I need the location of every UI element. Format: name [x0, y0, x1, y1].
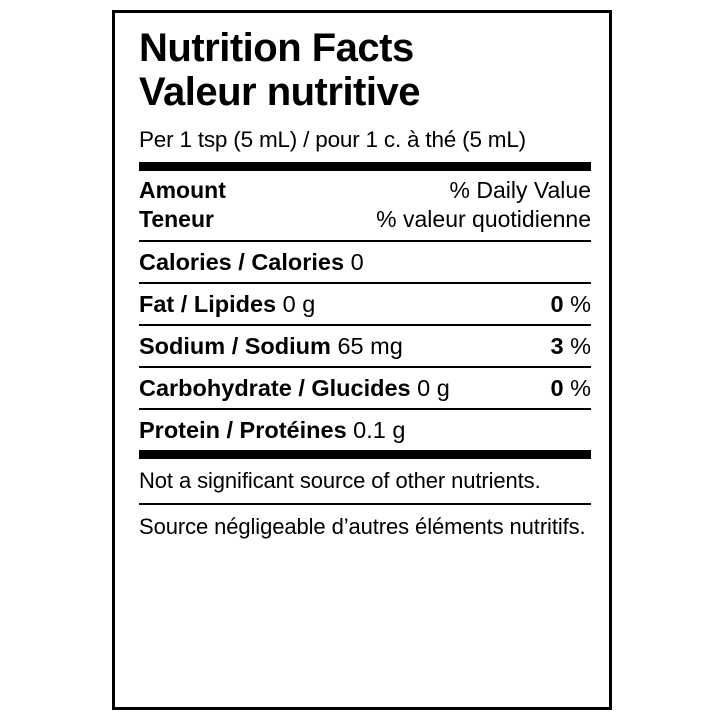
footnote-french: Source négligeable d’autres éléments nutritifs.: [139, 513, 586, 539]
nutrient-name-value: [139, 291, 315, 318]
divider-thick-top: [139, 162, 591, 171]
nutrient-name: Sodium / Sodium: [139, 332, 331, 359]
header-row-french: [139, 204, 591, 240]
title-english: Nutrition Facts: [139, 26, 414, 70]
nutrient-value: 0: [350, 248, 364, 275]
nutrient-daily-value: 0 %: [550, 374, 591, 401]
amount-label-french: Teneur: [139, 205, 214, 232]
nutrient-daily-value: 3 %: [550, 332, 591, 359]
table-row: [139, 284, 591, 324]
nutrient-value: 0 g: [282, 290, 316, 317]
serving-size: Per 1 tsp (5 mL) / pour 1 c. à thé (5 mL): [139, 126, 526, 152]
nutrient-name: Fat / Lipides: [139, 290, 277, 317]
amount-label-english: Amount: [139, 176, 226, 203]
nutrition-facts-content: [139, 27, 591, 541]
daily-value-label-english: % Daily Value: [449, 176, 591, 203]
daily-value-label-french: % valeur quotidienne: [376, 205, 591, 232]
nutrient-value: 0.1 g: [353, 416, 406, 443]
nutrient-name-value: [139, 249, 364, 276]
nutrient-daily-value: 0 %: [550, 290, 591, 317]
nutrient-name: Calories / Calories: [139, 248, 345, 275]
nutrient-value: 65 mg: [337, 332, 403, 359]
nutrient-name: Protein / Protéines: [139, 416, 347, 443]
title-french: Valeur nutritive: [139, 70, 420, 115]
header-row-english: [139, 171, 591, 204]
nutrient-name-value: [139, 375, 450, 402]
nutrient-name-value: [139, 333, 403, 360]
footnote-english: Not a significant source of other nutrients.: [139, 467, 541, 493]
divider-thick-bottom: [139, 450, 591, 459]
table-row: [139, 242, 591, 282]
nutrition-facts-panel: [112, 10, 612, 710]
table-row: [139, 410, 591, 450]
nutrient-name: Carbohydrate / Glucides: [139, 374, 411, 401]
nutrient-name-value: [139, 417, 405, 444]
nutrient-value: 0 g: [417, 374, 450, 401]
table-row: [139, 368, 591, 408]
table-row: [139, 326, 591, 366]
